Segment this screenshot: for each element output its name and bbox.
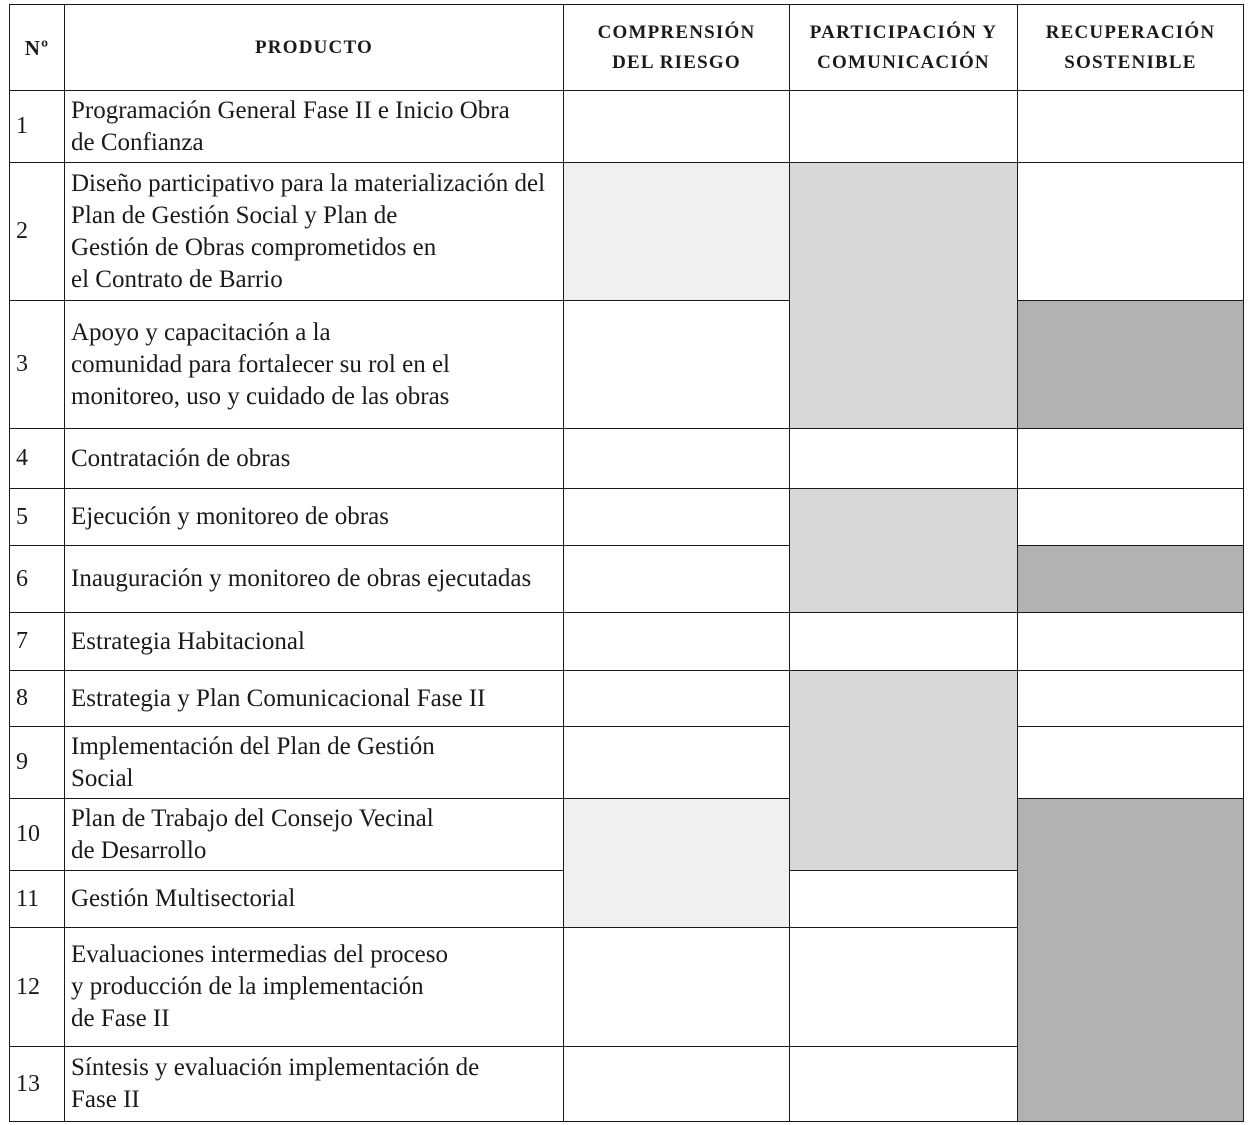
- row-product-text-line: Plan de Trabajo del Consejo Vecinal: [71, 804, 434, 832]
- cell-comprension-none: [563, 488, 790, 546]
- row-product-text-line: Plan de Gestión Social y Plan de: [71, 201, 398, 229]
- row-product-text: [71, 731, 435, 795]
- header-recuperacion: [1017, 4, 1244, 91]
- row-number: [9, 545, 65, 613]
- header-comprension-label-line: COMPRENSIÓN: [597, 21, 756, 43]
- cell-participacion-medium: [789, 162, 1018, 429]
- row-product-text: [71, 168, 545, 296]
- cell-recuperacion-none: [1017, 162, 1244, 301]
- row-number: [9, 798, 65, 871]
- cell-comprension-none: [563, 90, 790, 163]
- row-product-text-line: Programación General Fase II e Inicio Obra: [71, 96, 510, 124]
- row-product-text: Ejecución y monitoreo de obras: [71, 503, 389, 530]
- row-product-text-line: de Confianza: [71, 128, 204, 156]
- row-product: [64, 726, 564, 799]
- row-number-value: 6: [16, 565, 28, 592]
- row-number: [9, 488, 65, 546]
- row-product-text: Gestión Multisectorial: [71, 885, 296, 912]
- row-number-value: 10: [16, 821, 40, 847]
- row-product: [64, 488, 564, 546]
- header-num: [9, 4, 65, 91]
- header-participacion-label-line: COMUNICACIÓN: [817, 51, 990, 73]
- row-number: [9, 162, 65, 301]
- row-product: [64, 612, 564, 671]
- cell-participacion-none: [789, 612, 1018, 671]
- row-product: [64, 670, 564, 727]
- row-product-text-line: Social: [71, 764, 134, 792]
- cell-participacion-none: [789, 428, 1018, 489]
- row-product-text-line: de Desarrollo: [71, 836, 207, 864]
- row-product-text-line: el Contrato de Barrio: [71, 265, 283, 293]
- row-product-text-line: y producción de la implementación: [71, 973, 424, 1000]
- header-comprension: [563, 4, 790, 91]
- row-product-text-line: Apoyo y capacitación a la: [71, 318, 331, 346]
- header-num-label: Nº: [24, 35, 50, 60]
- header-recuperacion-label: [1046, 18, 1216, 78]
- row-number: [9, 870, 65, 928]
- row-number-value: 11: [16, 885, 40, 912]
- row-product: [64, 870, 564, 928]
- cell-comprension-light: [563, 162, 790, 301]
- row-product-text: Estrategia Habitacional: [71, 627, 305, 655]
- row-number: [9, 670, 65, 727]
- row-product-text: Contratación de obras: [71, 444, 291, 472]
- row-product-text: [71, 95, 510, 159]
- row-number-value: 2: [16, 218, 28, 244]
- row-product-text-line: Fase II: [71, 1086, 140, 1113]
- header-participacion: [789, 4, 1018, 91]
- row-product: [64, 300, 564, 429]
- cell-comprension-none: [563, 1046, 790, 1122]
- cell-recuperacion-none: [1017, 428, 1244, 489]
- row-number: [9, 90, 65, 163]
- row-number: [9, 1046, 65, 1122]
- row-product: [64, 545, 564, 613]
- row-product-text-line: monitoreo, uso y cuidado de las obras: [71, 382, 450, 410]
- row-number-value: 9: [16, 749, 28, 775]
- row-number-value: 7: [16, 628, 28, 654]
- row-number-value: 12: [16, 973, 40, 1000]
- cell-comprension-light: [563, 798, 790, 928]
- cell-participacion-none: [789, 90, 1018, 163]
- row-number-value: 8: [16, 685, 28, 711]
- row-product-text-line: Síntesis y evaluación implementación de: [71, 1054, 480, 1081]
- cell-recuperacion-none: [1017, 726, 1244, 799]
- row-number-value: 13: [16, 1070, 40, 1097]
- cell-participacion-none: [789, 1046, 1018, 1122]
- row-number: [9, 927, 65, 1047]
- row-product-text-line: Implementación del Plan de Gestión: [71, 732, 435, 760]
- cell-participacion-none: [789, 870, 1018, 928]
- cell-recuperacion-none: [1017, 90, 1244, 163]
- row-product: [64, 1046, 564, 1122]
- row-product-text-line: Inauguración y monitoreo de obras ejecutadas: [71, 565, 532, 592]
- header-participacion-label: [810, 18, 997, 78]
- row-product-text-line: comunidad para fortalecer su rol en el: [71, 350, 450, 378]
- row-product-text-line: de Fase II: [71, 1005, 170, 1032]
- row-product-text-line: Evaluaciones intermedias del proceso: [71, 941, 448, 968]
- header-comprension-label: [598, 18, 756, 78]
- row-product-text: [71, 563, 531, 595]
- row-product: [64, 162, 564, 301]
- row-number: [9, 612, 65, 671]
- cell-recuperacion-dark: [1017, 798, 1244, 1122]
- row-number-value: 3: [16, 351, 28, 377]
- cell-comprension-none: [563, 545, 790, 613]
- header-participacion-label-line: PARTICIPACIÓN Y: [809, 21, 998, 43]
- row-product-text: [71, 1052, 479, 1116]
- row-product: [64, 927, 564, 1047]
- cell-recuperacion-none: [1017, 612, 1244, 671]
- header-product-label: PRODUCTO: [255, 36, 373, 58]
- row-number: [9, 726, 65, 799]
- row-product: [64, 798, 564, 871]
- cell-comprension-none: [563, 670, 790, 727]
- row-number-value: 5: [16, 503, 28, 530]
- cell-participacion-medium: [789, 488, 1018, 613]
- row-product: [64, 428, 564, 489]
- cell-recuperacion-dark: [1017, 545, 1244, 613]
- row-number-value: 1: [16, 113, 28, 139]
- row-product-text-line: Diseño participativo para la materialización del: [71, 169, 546, 197]
- header-recuperacion-label-line: RECUPERACIÓN: [1045, 21, 1216, 43]
- cell-recuperacion-none: [1017, 488, 1244, 546]
- cell-comprension-none: [563, 726, 790, 799]
- cell-recuperacion-dark: [1017, 300, 1244, 429]
- cell-comprension-none: [563, 612, 790, 671]
- row-product-text: [71, 317, 450, 413]
- row-number: [9, 428, 65, 489]
- cell-comprension-none: [563, 300, 790, 429]
- row-product-text: [71, 939, 448, 1035]
- row-product-text: Estrategia y Plan Comunicacional Fase II: [71, 684, 486, 712]
- cell-comprension-none: [563, 927, 790, 1047]
- cell-participacion-none: [789, 927, 1018, 1047]
- cell-comprension-none: [563, 428, 790, 489]
- header-recuperacion-label-line: SOSTENIBLE: [1064, 51, 1197, 73]
- row-number: [9, 300, 65, 429]
- row-product: [64, 90, 564, 163]
- cell-recuperacion-none: [1017, 670, 1244, 727]
- row-number-value: 4: [16, 445, 28, 471]
- row-product-text: [71, 803, 434, 867]
- row-product-text-line: Gestión de Obras comprometidos en: [71, 233, 437, 261]
- cell-participacion-medium: [789, 670, 1018, 871]
- header-comprension-label-line: DEL RIESGO: [612, 51, 741, 73]
- header-product: [64, 4, 564, 91]
